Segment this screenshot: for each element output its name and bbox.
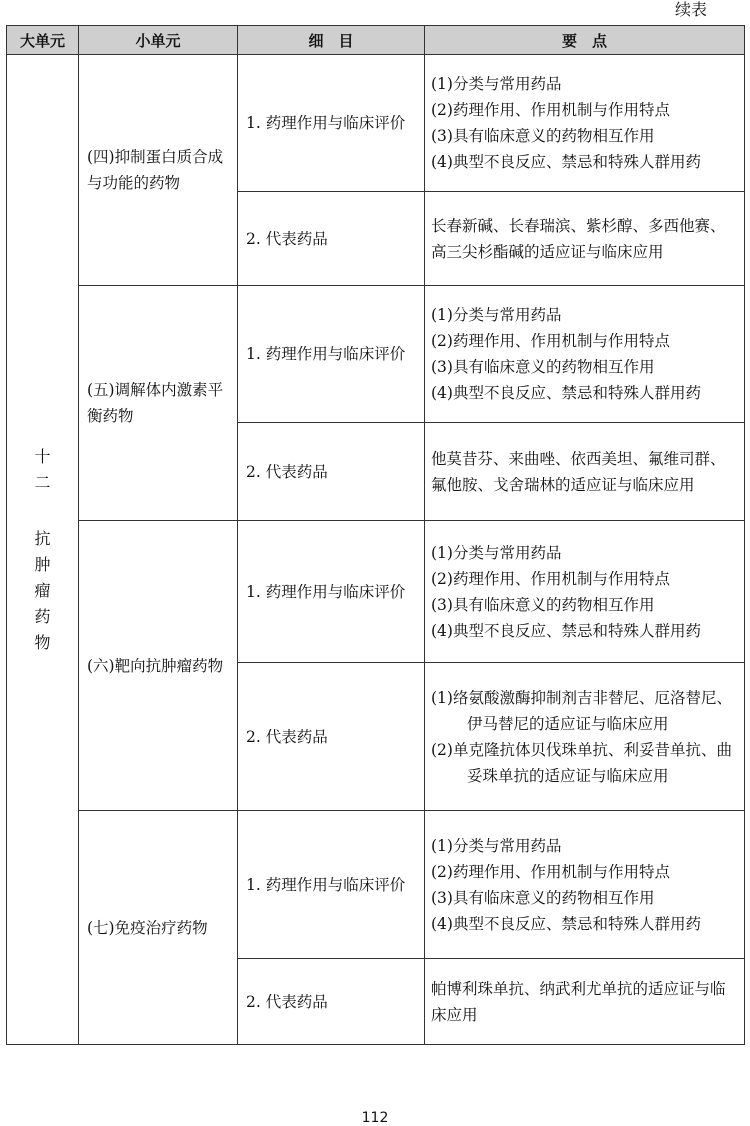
minor-unit-cell: (六)靶向抗肿瘤药物 [79,521,238,811]
list-item: (4)典型不良反应、禁忌和特殊人群用药 [431,914,701,933]
table-row [7,811,745,959]
header-key-points: 要 点 [425,26,745,55]
list-item: (4)典型不良反应、禁忌和特殊人群用药 [431,621,701,640]
key-points-pharmacology [425,811,745,959]
key-points-representative-drugs [425,663,745,811]
page-number: 112 [361,1110,389,1126]
table-row [7,55,745,192]
detail-representative-drugs: 2. 代表药品 [238,663,425,811]
list-item: (1)分类与常用药品 [431,836,562,855]
detail-pharmacology: 1. 药理作用与临床评价 [238,811,425,959]
list-item: (1)分类与常用药品 [431,306,562,324]
syllabus-table [6,25,745,1045]
list-item: (4)典型不良反应、禁忌和特殊人群用药 [431,153,701,171]
header-minor-unit: 小单元 [79,26,238,55]
list-item: (2)药理作用、作用机制与作用特点 [431,332,670,350]
key-points-representative-drugs: 他莫昔芬、来曲唑、依西美坦、氟维司群、氟他胺、戈舍瑞林的适应证与临床应用 [425,423,745,521]
header-detail: 细 目 [238,26,425,55]
key-points-representative-drugs: 帕博利珠单抗、纳武利尤单抗的适应证与临床应用 [425,959,745,1045]
list-item: (1)分类与常用药品 [431,543,562,562]
detail-pharmacology: 1. 药理作用与临床评价 [238,55,425,192]
list-item: (3)具有临床意义的药物相互作用 [431,595,655,614]
list-item: (2)药理作用、作用机制与作用特点 [431,862,670,881]
major-unit-cell [7,55,79,1045]
major-unit-number: 十二 [34,446,51,492]
key-points-pharmacology [425,286,745,423]
list-item: (2)药理作用、作用机制与作用特点 [431,101,670,119]
table-row [7,286,745,423]
list-item: (2)药理作用、作用机制与作用特点 [431,569,670,588]
key-points-pharmacology [425,521,745,663]
major-unit-title: 抗肿瘤药物 [34,528,51,652]
detail-representative-drugs: 2. 代表药品 [238,959,425,1045]
detail-representative-drugs: 2. 代表药品 [238,192,425,286]
detail-pharmacology: 1. 药理作用与临床评价 [238,286,425,423]
list-item: (4)典型不良反应、禁忌和特殊人群用药 [431,384,701,402]
minor-unit-cell: (七)免疫治疗药物 [79,811,238,1045]
list-item: (3)具有临床意义的药物相互作用 [431,358,655,376]
list-item: (1)络氨酸激酶抑制剂吉非替尼、厄洛替尼、伊马替尼的适应证与临床应用 [431,688,732,733]
key-points-representative-drugs: 长春新碱、长春瑞滨、紫杉醇、多西他赛、高三尖杉酯碱的适应证与临床应用 [425,192,745,286]
detail-representative-drugs: 2. 代表药品 [238,423,425,521]
continued-label: 续表 [675,0,708,19]
header-major-unit: 大单元 [7,26,79,55]
table-row [7,521,745,663]
minor-unit-cell: (四)抑制蛋白质合成与功能的药物 [79,55,238,286]
detail-pharmacology: 1. 药理作用与临床评价 [238,521,425,663]
table-header-row [7,26,745,55]
list-item: (1)分类与常用药品 [431,75,562,93]
minor-unit-cell: (五)调解体内激素平衡药物 [79,286,238,521]
list-item: (3)具有临床意义的药物相互作用 [431,127,655,145]
list-item: (2)单克隆抗体贝伐珠单抗、利妥昔单抗、曲妥珠单抗的适应证与临床应用 [431,740,732,785]
key-points-pharmacology [425,55,745,192]
list-item: (3)具有临床意义的药物相互作用 [431,888,655,907]
